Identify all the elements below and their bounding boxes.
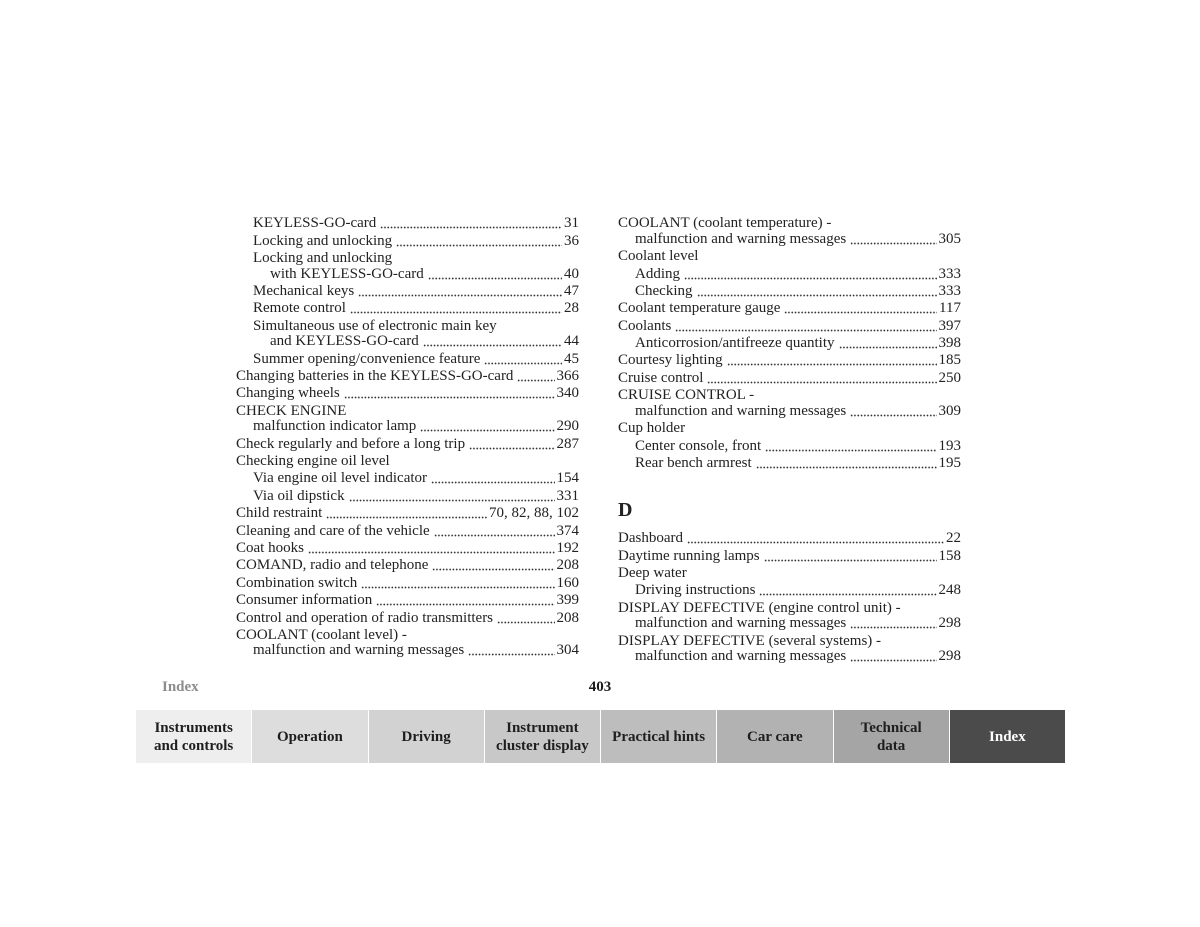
section-tab-bar: [136, 710, 1065, 763]
entry-text: Remote control: [253, 300, 346, 317]
index-entry: [618, 456, 961, 473]
entry-text: malfunction and warning messages: [635, 648, 847, 665]
index-entry-line: [236, 301, 579, 317]
index-entry-line: [618, 566, 961, 582]
tab-label-line: cluster display: [496, 737, 589, 754]
index-entry: [618, 353, 961, 370]
index-entry-line: [236, 643, 579, 659]
index-entry: [236, 558, 579, 575]
dot-leader: [759, 583, 936, 599]
index-entry-line: [618, 421, 961, 437]
entry-text: Consumer information: [236, 592, 373, 609]
dot-leader: [434, 524, 555, 540]
tab-label-line: Technical: [860, 719, 922, 736]
dot-leader: [684, 267, 937, 283]
index-entry-line: [236, 524, 579, 540]
index-entry-line: [236, 628, 579, 644]
dot-leader: [707, 371, 936, 387]
tab-label-line: Index: [989, 728, 1026, 745]
index-entry: [236, 284, 579, 301]
entry-text: Center console, front: [635, 437, 762, 454]
index-entry-line: [236, 593, 579, 609]
page-reference: 287: [556, 435, 579, 452]
entry-text: DISPLAY DEFECTIVE (engine control unit) -: [618, 599, 901, 616]
page-reference: 36: [564, 232, 579, 249]
tab-label-line: Practical hints: [612, 728, 706, 745]
dot-leader: [358, 284, 562, 300]
entry-text: Cruise control: [618, 369, 704, 386]
dot-leader: [484, 352, 562, 368]
index-entry: [236, 541, 579, 558]
page-reference: 208: [556, 609, 579, 626]
index-entry-line: [236, 386, 579, 402]
tab-instruments-and-controls[interactable]: [136, 710, 252, 763]
index-entry: [236, 471, 579, 488]
page-reference: 208: [556, 557, 579, 574]
page-reference: 192: [556, 540, 579, 556]
page-reference: 70, 82, 88, 102: [489, 505, 579, 522]
entry-text: malfunction and warning messages: [635, 230, 847, 247]
dot-leader: [850, 649, 936, 665]
dot-leader: [428, 267, 562, 283]
entry-text: COOLANT (coolant level) -: [236, 626, 407, 643]
index-entry: [236, 576, 579, 593]
entry-text: and KEYLESS-GO-card: [270, 333, 419, 350]
dot-leader: [850, 616, 936, 632]
page-reference: 185: [938, 352, 961, 369]
entry-text: Via oil dipstick: [253, 487, 345, 504]
page-reference: 331: [556, 487, 579, 504]
tab-practical-hints[interactable]: [601, 710, 717, 763]
entry-text: Courtesy lighting: [618, 352, 723, 369]
index-entry: [236, 251, 579, 284]
entry-text: Changing wheels: [236, 385, 340, 402]
page-number: 403: [588, 679, 612, 695]
dot-leader: [349, 489, 555, 505]
index-entry: [236, 369, 579, 386]
dot-leader: [468, 643, 554, 659]
page-reference: 398: [938, 335, 961, 352]
index-entry: [618, 634, 961, 667]
dot-leader: [517, 369, 554, 385]
index-column-left: [236, 216, 579, 661]
entry-text: malfunction indicator lamp: [253, 418, 417, 435]
page-reference: 31: [564, 215, 579, 232]
index-entry: [618, 388, 961, 421]
dot-leader: [350, 301, 562, 317]
page-reference: 28: [564, 300, 579, 317]
index-entry-line: [618, 388, 961, 404]
dot-leader: [675, 319, 936, 335]
dot-leader: [727, 353, 937, 369]
index-entry: [236, 628, 579, 661]
page-reference: 195: [938, 454, 961, 471]
index-entry-line: [236, 541, 579, 557]
page-reference: 40: [564, 265, 579, 282]
page-reference: 290: [556, 418, 579, 435]
index-entry-line: [236, 267, 579, 283]
tab-label-line: Car care: [747, 728, 803, 745]
dot-leader: [469, 437, 554, 453]
entry-text: Adding: [635, 265, 680, 282]
index-entry-line: [236, 437, 579, 453]
index-entry: [236, 234, 579, 251]
index-entry-line: [236, 352, 579, 368]
page-reference: 47: [564, 282, 579, 299]
entry-text: COMAND, radio and telephone: [236, 557, 429, 574]
index-entry: [236, 352, 579, 369]
index-entry-line: [236, 319, 579, 335]
index-entry-line: [618, 616, 961, 632]
dot-leader: [423, 334, 562, 350]
page-reference: 193: [938, 437, 961, 454]
page-reference: 22: [946, 530, 961, 547]
index-entry: [236, 386, 579, 403]
index-entry: [618, 216, 961, 249]
index-entry: [618, 371, 961, 388]
entry-text: Changing batteries in the KEYLESS-GO-card: [236, 367, 514, 384]
index-entry: [236, 437, 579, 454]
page-reference: 250: [938, 369, 961, 386]
entry-text: Cup holder: [618, 420, 686, 437]
index-entry-line: [618, 319, 961, 335]
page-reference: 298: [938, 648, 961, 665]
index-entry-line: [236, 506, 579, 522]
tab-label-line: Instruments: [154, 719, 233, 736]
entry-text: CHECK ENGINE: [236, 402, 347, 419]
index-entry: [618, 249, 961, 266]
dot-leader: [697, 284, 937, 300]
dot-leader: [344, 386, 555, 402]
letter-heading: D: [618, 498, 633, 521]
entry-text: Child restraint: [236, 505, 323, 522]
page-reference: 397: [938, 317, 961, 334]
index-entry: [618, 267, 961, 284]
index-entry-line: [236, 611, 579, 627]
index-entry-line: [618, 301, 961, 317]
page-reference: 305: [938, 230, 961, 247]
page-reference: 117: [939, 300, 961, 317]
entry-text: Deep water: [618, 564, 687, 581]
dot-leader: [376, 593, 554, 609]
dot-leader: [431, 471, 554, 487]
entry-text: Simultaneous use of electronic main key: [253, 317, 497, 334]
tab-car-care[interactable]: [717, 710, 833, 763]
entry-text: malfunction and warning messages: [253, 642, 465, 659]
dot-leader: [497, 611, 554, 627]
entry-text: KEYLESS-GO-card: [253, 215, 377, 232]
index-entry-line: [618, 601, 961, 617]
page-reference: 399: [556, 592, 579, 609]
entry-text: Coolant temperature gauge: [618, 300, 781, 317]
dot-leader: [380, 216, 562, 232]
dot-leader: [756, 456, 937, 472]
dot-leader: [687, 531, 944, 547]
page-reference: 366: [556, 367, 579, 384]
entry-text: COOLANT (coolant temperature) -: [618, 215, 832, 232]
entry-text: Combination switch: [236, 574, 358, 591]
entry-text: Mechanical keys: [253, 282, 355, 299]
index-entry-line: [618, 404, 961, 420]
tab-operation[interactable]: [252, 710, 368, 763]
tab-label-line: Driving: [401, 728, 451, 745]
entry-text: Via engine oil level indicator: [253, 470, 428, 487]
entry-text: DISPLAY DEFECTIVE (several systems) -: [618, 632, 882, 649]
index-entry-line: [618, 531, 961, 547]
entry-text: malfunction and warning messages: [635, 402, 847, 419]
index-entry: [618, 421, 961, 438]
page-reference: 304: [556, 642, 579, 659]
entry-text: Check regularly and before a long trip: [236, 435, 466, 452]
index-entry-line: [618, 249, 961, 265]
index-entry: [618, 601, 961, 634]
index-entry-line: [618, 549, 961, 565]
index-entry-line: [236, 216, 579, 232]
dot-leader: [326, 506, 487, 522]
entry-text: Rear bench armrest: [635, 454, 752, 471]
entry-text: Control and operation of radio transmitters: [236, 609, 494, 626]
index-entry-line: [618, 583, 961, 599]
index-entry-line: [618, 232, 961, 248]
index-entry-line: [236, 419, 579, 435]
index-entry: [618, 319, 961, 336]
index-entry-line: [618, 439, 961, 455]
dot-leader: [850, 404, 936, 420]
index-entry: [618, 583, 961, 600]
tab-label-line: data: [876, 737, 906, 754]
index-entry-line: [618, 353, 961, 369]
tab-label-line: Instrument: [506, 719, 579, 736]
page-reference: 374: [556, 522, 579, 539]
index-entry-line: [618, 456, 961, 472]
dot-leader: [420, 419, 554, 435]
tab-instrument-cluster-display[interactable]: [485, 710, 601, 763]
dot-leader: [361, 576, 554, 592]
index-entry-line: [618, 267, 961, 283]
dot-leader: [784, 301, 937, 317]
index-entry: [236, 489, 579, 506]
entry-text: with KEYLESS-GO-card: [270, 265, 424, 282]
index-entry: [236, 216, 579, 233]
page-reference: 44: [564, 333, 579, 350]
index-entry-line: [236, 489, 579, 505]
index-entry: [236, 404, 579, 437]
tab-technical-data[interactable]: [834, 710, 950, 763]
entry-text: CRUISE CONTROL -: [618, 387, 755, 404]
index-entry-line: [236, 558, 579, 574]
index-entry: [236, 593, 579, 610]
entry-text: Locking and unlocking: [253, 232, 393, 249]
page-reference: 154: [556, 470, 579, 487]
page-reference: 45: [564, 350, 579, 367]
entry-text: Summer opening/convenience feature: [253, 350, 481, 367]
index-entry: [618, 566, 961, 583]
index-entry-line: [618, 216, 961, 232]
page-reference: 248: [938, 582, 961, 599]
index-entry-line: [618, 371, 961, 387]
index-entry-line: [618, 336, 961, 352]
entry-text: malfunction and warning messages: [635, 615, 847, 632]
tab-label-line: Operation: [276, 728, 343, 745]
index-entry-line: [236, 404, 579, 420]
index-entry: [236, 506, 579, 523]
index-entry: [618, 336, 961, 353]
page-reference: 298: [938, 615, 961, 632]
index-entry: [236, 611, 579, 628]
index-entry: [618, 531, 961, 548]
page-reference: 333: [938, 282, 961, 299]
tab-label-line: and controls: [153, 737, 234, 754]
entry-text: Dashboard: [618, 530, 683, 547]
entry-text: Checking engine oil level: [236, 453, 390, 470]
index-entry-line: [236, 369, 579, 385]
dot-leader: [764, 549, 937, 565]
dot-leader: [308, 541, 555, 557]
index-entry: [236, 301, 579, 318]
page-reference: 333: [938, 265, 961, 282]
index-entry: [618, 439, 961, 456]
page-reference: 160: [556, 574, 579, 591]
footer-section-label: Index: [162, 679, 199, 695]
index-entry-line: [236, 234, 579, 250]
index-entry-line: [236, 251, 579, 267]
dot-leader: [765, 439, 936, 455]
entry-text: Checking: [635, 282, 693, 299]
dot-leader: [432, 558, 554, 574]
entry-text: Daytime running lamps: [618, 547, 760, 564]
index-entry-line: [236, 284, 579, 300]
page-reference: 340: [556, 385, 579, 402]
entry-text: Driving instructions: [635, 582, 756, 599]
index-entry-line: [236, 576, 579, 592]
entry-text: Cleaning and care of the vehicle: [236, 522, 430, 539]
index-entry: [618, 301, 961, 318]
dot-leader: [396, 234, 562, 250]
entry-text: Coolant level: [618, 248, 699, 265]
index-entry: [236, 319, 579, 352]
page-reference: 158: [938, 547, 961, 564]
entry-text: Coat hooks: [236, 540, 304, 556]
index-entry-line: [618, 284, 961, 300]
index-entry: [236, 524, 579, 541]
dot-leader: [839, 336, 937, 352]
index-entry-line: [236, 471, 579, 487]
index-entry: [618, 284, 961, 301]
index-entry: [618, 549, 961, 566]
tab-index[interactable]: [950, 710, 1065, 763]
page-reference: 309: [938, 402, 961, 419]
entry-text: Coolants: [618, 317, 672, 334]
index-entry-line: [236, 334, 579, 350]
index-column-right: [618, 216, 961, 666]
entry-text: Anticorrosion/antifreeze quantity: [635, 335, 835, 352]
index-entry-line: [236, 454, 579, 470]
dot-leader: [850, 232, 936, 248]
entry-text: Locking and unlocking: [253, 250, 393, 267]
index-entry: [236, 454, 579, 471]
index-entry-line: [618, 634, 961, 650]
tab-driving[interactable]: [369, 710, 485, 763]
index-entry-line: [618, 649, 961, 665]
